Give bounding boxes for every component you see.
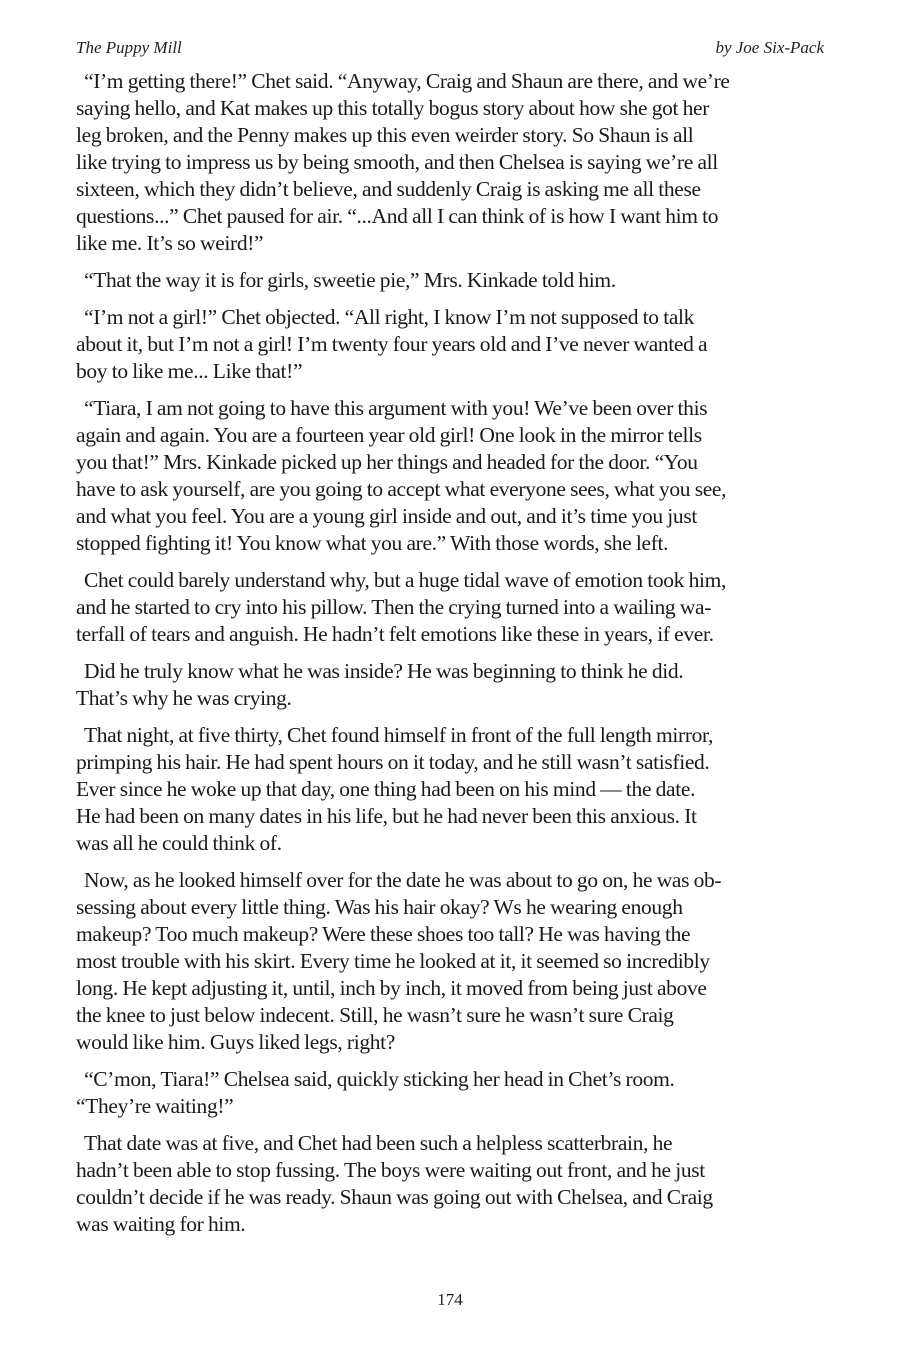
- text-line: the knee to just below indecent. Still, he wasn’t sure he wasn’t sure Craig: [76, 1003, 674, 1027]
- text-line: “That the way it is for girls, sweetie pie,” Mrs. Kinkade told him.: [84, 268, 616, 292]
- paragraph: [76, 867, 836, 1056]
- text-line: makeup? Too much makeup? Were these shoes too tall? He was having the: [76, 922, 691, 946]
- paragraph: [76, 567, 836, 648]
- text-line: leg broken, and the Penny makes up this even weirder story. So Shaun is all: [76, 123, 694, 147]
- text-line: Did he truly know what he was inside? He was beginning to think he did.: [84, 659, 684, 683]
- book-title: The Puppy Mill: [76, 38, 182, 57]
- running-header: [76, 38, 824, 62]
- text-line: That night, at five thirty, Chet found himself in front of the full length mirror,: [84, 723, 714, 747]
- text-line: long. He kept adjusting it, until, inch by inch, it moved from being just above: [76, 976, 707, 1000]
- text-line: saying hello, and Kat makes up this totally bogus story about how she got her: [76, 96, 710, 120]
- text-line: would like him. Guys liked legs, right?: [76, 1030, 395, 1054]
- text-line: “Tiara, I am not going to have this argument with you! We’ve been over this: [84, 396, 708, 420]
- text-line: sessing about every little thing. Was his hair okay? Ws he wearing enough: [76, 895, 683, 919]
- text-line: was all he could think of.: [76, 831, 282, 855]
- text-line: and what you feel. You are a young girl inside and out, and it’s time you just: [76, 504, 697, 528]
- text-line: primping his hair. He had spent hours on it today, and he still wasn’t satisfied.: [76, 750, 710, 774]
- text-line: “C’mon, Tiara!” Chelsea said, quickly sticking her head in Chet’s room.: [84, 1067, 675, 1091]
- text-line: He had been on many dates in his life, but he had never been this anxious. It: [76, 804, 697, 828]
- paragraph: [76, 267, 836, 294]
- paragraph: [76, 1130, 836, 1238]
- text-line: like me. It’s so weird!”: [76, 231, 264, 255]
- text-line: “They’re waiting!”: [76, 1094, 234, 1118]
- paragraph: [76, 658, 836, 712]
- text-line: stopped fighting it! You know what you are.” With those words, she left.: [76, 531, 669, 555]
- paragraph: [76, 68, 836, 257]
- paragraph: [76, 395, 836, 557]
- text-line: “I’m getting there!” Chet said. “Anyway, Craig and Shaun are there, and we’re: [84, 69, 730, 93]
- text-line: and he started to cry into his pillow. Then the crying turned into a wailing wa-: [76, 595, 712, 619]
- text-line: like trying to impress us by being smooth, and then Chelsea is saying we’re all: [76, 150, 718, 174]
- text-line: was waiting for him.: [76, 1212, 246, 1236]
- text-line: sixteen, which they didn’t believe, and suddenly Craig is asking me all these: [76, 177, 701, 201]
- paragraph: [76, 304, 836, 385]
- text-line: most trouble with his skirt. Every time he looked at it, it seemed so incredibly: [76, 949, 710, 973]
- text-line: about it, but I’m not a girl! I’m twenty four years old and I’ve never wanted a: [76, 332, 708, 356]
- text-line: That date was at five, and Chet had been such a helpless scatterbrain, he: [84, 1131, 673, 1155]
- text-line: Ever since he woke up that day, one thing had been on his mind — the date.: [76, 777, 696, 801]
- text-line: questions...” Chet paused for air. “...And all I can think of is how I want him to: [76, 204, 719, 228]
- paragraph: [76, 1066, 836, 1120]
- text-line: again and again. You are a fourteen year old girl! One look in the mirror tells: [76, 423, 702, 447]
- text-line: boy to like me... Like that!”: [76, 359, 303, 383]
- paragraph: [76, 722, 836, 857]
- text-line: you that!” Mrs. Kinkade picked up her things and headed for the door. “You: [76, 450, 698, 474]
- text-line: hadn’t been able to stop fussing. The boys were waiting out front, and he just: [76, 1158, 705, 1182]
- page-body: [76, 68, 836, 1248]
- text-line: couldn’t decide if he was ready. Shaun was going out with Chelsea, and Craig: [76, 1185, 713, 1209]
- text-line: terfall of tears and anguish. He hadn’t felt emotions like these in years, if ever.: [76, 622, 714, 646]
- text-line: That’s why he was crying.: [76, 686, 292, 710]
- text-line: have to ask yourself, are you going to accept what everyone sees, what you see,: [76, 477, 727, 501]
- text-line: “I’m not a girl!” Chet objected. “All right, I know I’m not supposed to talk: [84, 305, 695, 329]
- text-line: Chet could barely understand why, but a huge tidal wave of emotion took him,: [84, 568, 727, 592]
- text-line: Now, as he looked himself over for the date he was about to go on, he was ob-: [84, 868, 722, 892]
- page-number: 174: [437, 1290, 463, 1309]
- author-credit: by Joe Six-Pack: [715, 38, 824, 57]
